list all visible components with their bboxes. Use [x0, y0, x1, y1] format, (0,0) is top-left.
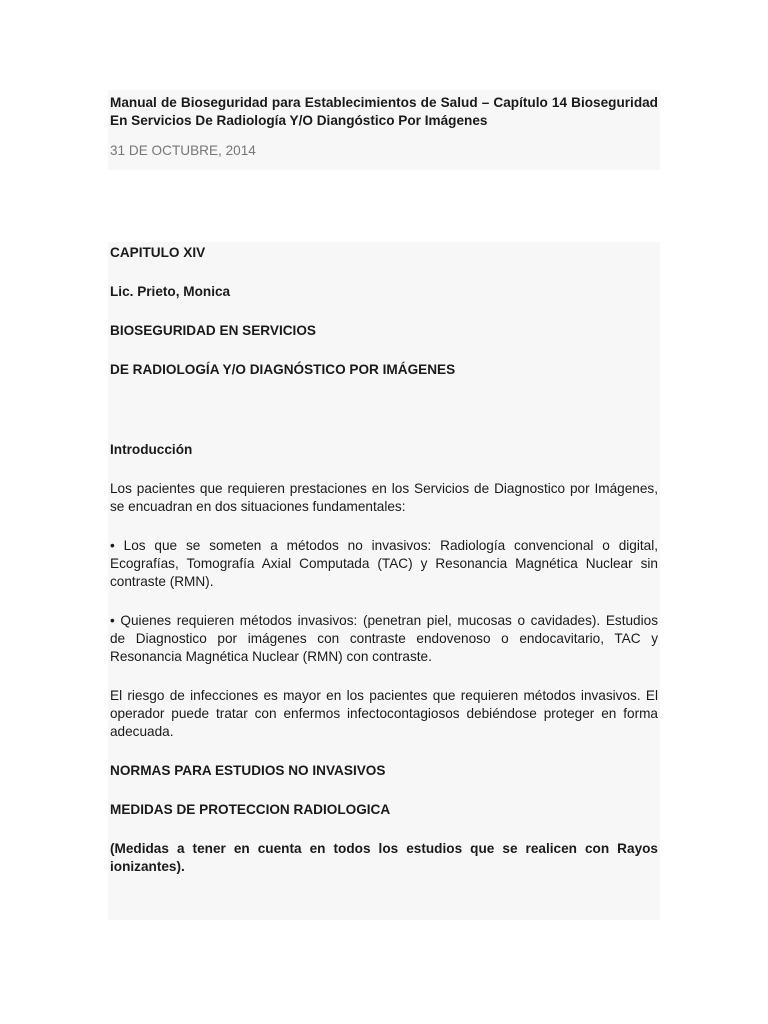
- bullet-non-invasive: • Los que se someten a métodos no invasivos: Radiología convencional o digital, Ecografías, Tomografía Axial Computada (TAC) y Resonancia Magnética Nuclear sin contraste (RMN).: [110, 538, 658, 589]
- intro-paragraph: Los pacientes que requieren prestaciones en los Servicios de Diagnostico por Imágenes, se encuadran en dos situaciones fundamentales:: [110, 481, 658, 514]
- intro-heading: Introducción: [110, 442, 193, 457]
- author-name: Lic. Prieto, Monica: [110, 284, 231, 299]
- measures-heading: MEDIDAS DE PROTECCION RADIOLOGICA: [110, 802, 391, 817]
- risk-paragraph: El riesgo de infecciones es mayor en los pacientes que requieren métodos invasivos. El operador puede tratar con enfermos infectocontagiosos debiéndose proteger en forma adecuada.: [110, 688, 658, 739]
- chapter-label: CAPITULO XIV: [110, 245, 206, 260]
- bullet-invasive: • Quienes requieren métodos invasivos: (penetran piel, mucosas o cavidades). Estudios de Diagnostico por imágenes con contraste endovenoso o endocavitario, TAC y Resonancia Magnética Nuclear (RMN) con contraste.: [110, 613, 658, 664]
- article-header: [108, 90, 660, 170]
- publish-date: 31 DE OCTUBRE, 2014: [110, 143, 256, 158]
- article-body: [108, 242, 660, 920]
- section-heading-line-1: BIOSEGURIDAD EN SERVICIOS: [110, 323, 316, 338]
- spacer: [110, 400, 658, 441]
- article-title: Manual de Bioseguridad para Establecimientos de Salud – Capítulo 14 Bioseguridad En Servicios De Radiología Y/O Diangóstico Por Imágenes: [110, 95, 658, 128]
- measures-note: (Medidas a tener en cuenta en todos los estudios que se realicen con Rayos ionizantes).: [110, 841, 658, 874]
- section-heading-line-2: DE RADIOLOGÍA Y/O DIAGNÓSTICO POR IMÁGENES: [110, 362, 456, 377]
- norms-heading: NORMAS PARA ESTUDIOS NO INVASIVOS: [110, 763, 386, 778]
